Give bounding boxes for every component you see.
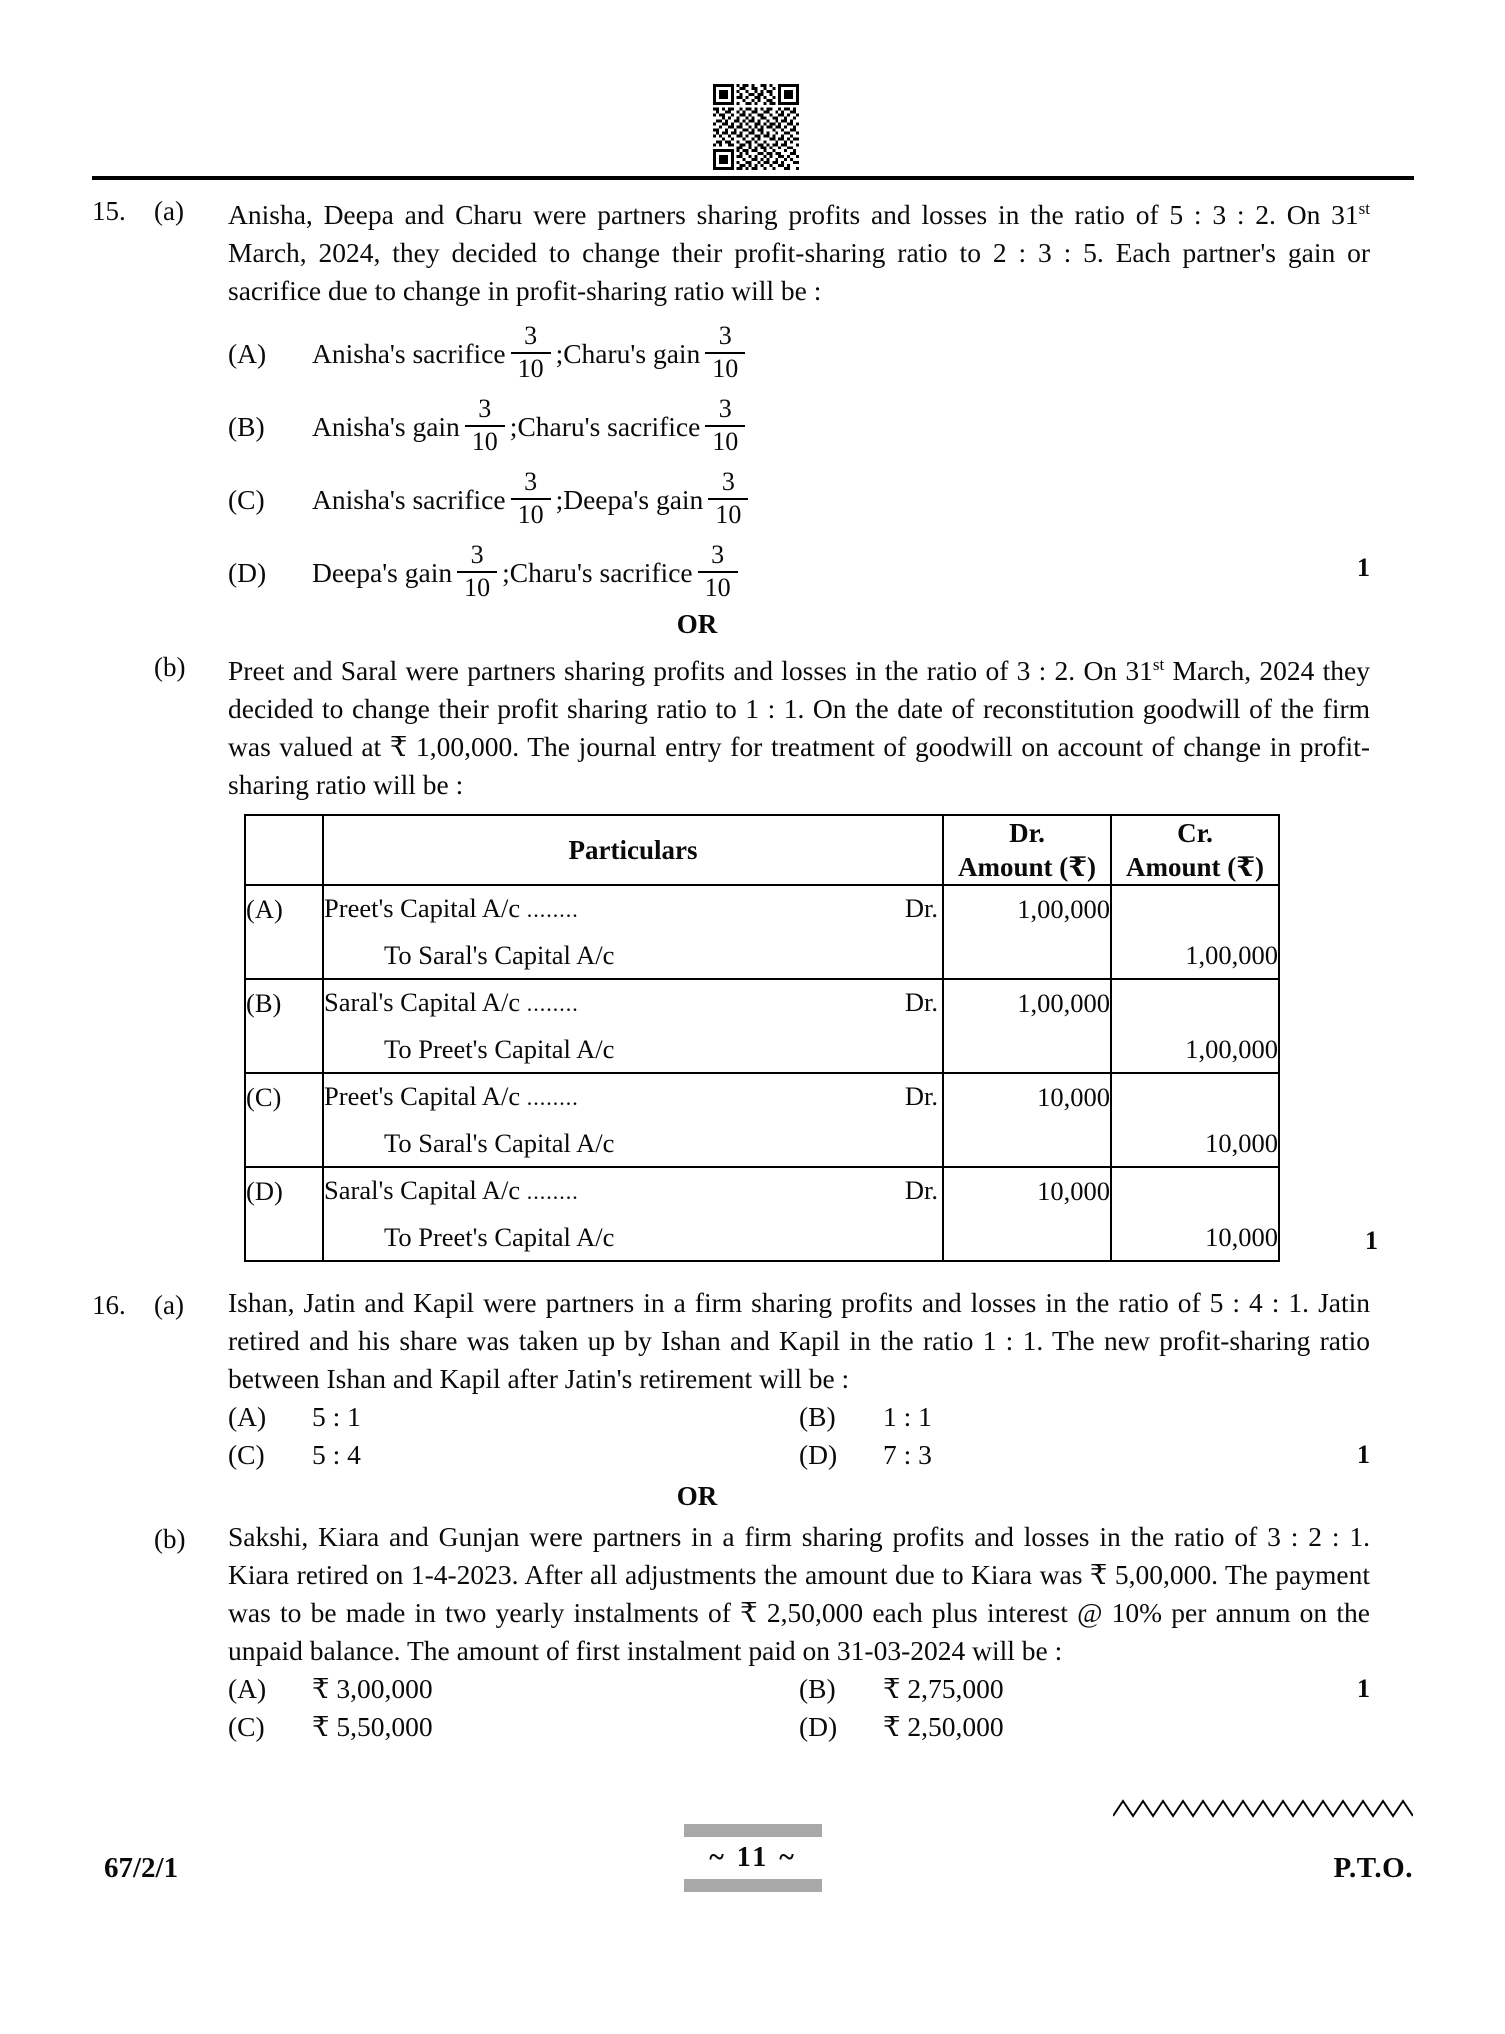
option-separator: ; — [509, 410, 518, 442]
row-debit-amount: 10,000 — [943, 1167, 1111, 1214]
journal-entry-table-wrap — [244, 814, 1378, 1262]
option-label: (D) — [228, 556, 267, 588]
paper-code: 67/2/1 — [104, 1852, 179, 1884]
denominator: 10 — [704, 572, 731, 602]
stem-line: of 3 : 2. On 31st March, 2024 they decided to change their profit — [228, 655, 1370, 725]
option-15a-C[interactable] — [228, 467, 1370, 529]
header-credit-amount — [1111, 815, 1279, 885]
row-debit-particulars — [323, 885, 943, 932]
row-debit-amount: 1,00,000 — [943, 979, 1111, 1026]
option-text: ₹ 2,75,000 — [883, 1673, 1004, 1705]
option-16a-D[interactable] — [799, 1436, 1370, 1474]
marks-16a: 1 — [1357, 1440, 1370, 1470]
denominator: 10 — [517, 499, 544, 529]
option-label: (A) — [228, 1401, 267, 1433]
option-15a-B[interactable] — [228, 394, 1370, 456]
stem-line: goodwill on account of change in profit-sharing ratio will be : — [228, 731, 1370, 801]
row-option-label: (B) — [245, 979, 323, 1026]
stem-line: in the ratio of 5 : 3 : 2. On 31st March, 2024, they decided to change — [228, 199, 1370, 269]
row-debit-amount: 1,00,000 — [943, 885, 1111, 932]
debit-account: Saral's Capital A/c — [324, 1175, 521, 1206]
option-separator: ; — [555, 337, 564, 369]
table-header-row — [245, 815, 1279, 885]
option-text: 5 : 1 — [312, 1401, 361, 1433]
table-row[interactable] — [245, 979, 1279, 1026]
header-cr-line1: Cr. — [1177, 818, 1213, 849]
option-label: (A) — [228, 337, 267, 369]
option-16b-C[interactable] — [228, 1708, 799, 1746]
table-row[interactable] — [245, 885, 1279, 932]
option-label: (C) — [228, 1439, 265, 1471]
option-text-1: Anisha's gain — [312, 410, 460, 442]
row-credit-amount: 10,000 — [1111, 1120, 1279, 1167]
numerator: 3 — [718, 321, 732, 351]
question-16-number: 16. — [92, 1290, 126, 1321]
denominator: 10 — [712, 426, 739, 456]
header-cr-line2: Amount (₹) — [1125, 852, 1265, 883]
stem-line: each plus interest @ 10% per annum on the unpaid balance. The — [228, 1597, 1370, 1667]
spacer — [92, 1518, 154, 1520]
debit-account: Preet's Capital A/c — [324, 1081, 521, 1112]
fraction-1 — [511, 469, 551, 528]
numerator: 3 — [524, 321, 538, 351]
question-15b — [92, 646, 1422, 804]
dots: ........ — [526, 897, 579, 923]
row-option-label: (D) — [245, 1167, 323, 1214]
question-16a-label: (a) — [154, 1290, 184, 1321]
row-debit-particulars — [323, 1167, 943, 1214]
option-text: 5 : 4 — [312, 1439, 361, 1471]
fraction-2 — [705, 396, 745, 455]
dots: ........ — [526, 991, 579, 1017]
credit-account: To Preet's Capital A/c — [384, 1034, 615, 1065]
question-15a — [92, 190, 1422, 602]
denominator: 10 — [712, 353, 739, 383]
fraction-1 — [465, 396, 505, 455]
option-text-1: Anisha's sacrifice — [312, 337, 506, 369]
row-option-blank — [245, 932, 323, 979]
option-text: 1 : 1 — [883, 1401, 932, 1433]
header-rule — [92, 176, 1414, 180]
spacer — [92, 646, 154, 648]
stem-line: all adjustments the amount due to Kiara was ₹ 5,00,000. The — [590, 1559, 1268, 1591]
question-16a — [92, 1284, 1422, 1474]
fraction-2 — [698, 542, 738, 601]
journal-entry-table — [244, 814, 1280, 1262]
page-number: ~ 11 ~ — [709, 1842, 797, 1873]
page-number-box — [684, 1824, 822, 1892]
option-text-2: Deepa's gain — [563, 483, 704, 515]
option-16a-B[interactable] — [799, 1398, 1370, 1436]
dots: ........ — [526, 1179, 579, 1205]
option-15a-D[interactable] — [228, 540, 1370, 602]
stem-line: up by Ishan and Kapil in the ratio 1 : 1. The new profit-sharing ratio — [587, 1325, 1370, 1357]
numerator: 3 — [478, 394, 492, 424]
question-15-number: 15. — [92, 196, 126, 226]
option-separator: ; — [555, 483, 564, 515]
marks-15a: 1 — [1357, 553, 1370, 583]
option-text: ₹ 5,50,000 — [312, 1711, 433, 1743]
row-debit-amount-empty — [943, 1026, 1111, 1073]
page-footer — [0, 1830, 1505, 1930]
option-text-2: Charu's gain — [563, 337, 701, 369]
header-debit-amount — [943, 815, 1111, 885]
option-16a-C[interactable] — [228, 1436, 799, 1474]
table-row[interactable] — [245, 1073, 1279, 1120]
credit-account: To Saral's Capital A/c — [384, 940, 615, 971]
row-option-label: (C) — [245, 1073, 323, 1120]
row-option-blank — [245, 1120, 323, 1167]
row-credit-amount-empty — [1111, 979, 1279, 1026]
credit-account: To Saral's Capital A/c — [384, 1128, 615, 1159]
stem-line: Preet and Saral were partners sharing profits and losses in the ratio — [228, 655, 978, 687]
marks-16b: 1 — [1357, 1674, 1370, 1704]
or-separator-16: OR — [676, 1481, 718, 1512]
row-credit-amount-empty — [1111, 1073, 1279, 1120]
or-separator-15: OR — [676, 609, 718, 640]
question-15b-stem — [228, 646, 1422, 804]
marks-15b: 1 — [1365, 1226, 1378, 1256]
denominator: 10 — [517, 353, 544, 383]
table-row[interactable] — [245, 1026, 1279, 1073]
stem-line: Sakshi, Kiara and Gunjan were partners in a firm sharing profits — [228, 1521, 965, 1553]
question-15a-stem — [228, 190, 1422, 602]
option-text-2: Charu's sacrifice — [509, 556, 693, 588]
option-label: (A) — [228, 1673, 267, 1705]
row-credit-particulars — [323, 1214, 943, 1261]
header-blank — [245, 815, 323, 885]
row-credit-particulars — [323, 932, 943, 979]
option-label: (B) — [799, 1673, 836, 1705]
options-16a — [228, 1398, 1370, 1474]
stem-line: due to change in profit-sharing ratio will be : — [328, 275, 822, 307]
row-credit-amount: 1,00,000 — [1111, 1026, 1279, 1073]
option-label: (B) — [799, 1401, 836, 1433]
option-text-1: Deepa's gain — [312, 556, 453, 588]
row-credit-amount: 10,000 — [1111, 1214, 1279, 1261]
fraction-2 — [708, 469, 748, 528]
numerator: 3 — [524, 467, 538, 497]
table-row[interactable] — [245, 1167, 1279, 1214]
option-15a-A[interactable] — [228, 321, 1370, 383]
question-16b-stem — [228, 1518, 1422, 1746]
row-debit-amount-empty — [943, 1120, 1111, 1167]
row-debit-amount-empty — [943, 932, 1111, 979]
question-16b — [92, 1518, 1422, 1746]
numerator: 3 — [718, 394, 732, 424]
option-separator: ; — [502, 556, 510, 588]
stem-line: Anisha, Deepa and Charu were partners sharing profits and losses — [228, 199, 988, 231]
option-label: (C) — [228, 483, 265, 515]
denominator: 10 — [715, 499, 742, 529]
option-text: 7 : 3 — [883, 1439, 932, 1471]
stem-line: amount of first instalment paid on 31-03-2024 will be : — [456, 1635, 1063, 1667]
options-16b — [228, 1670, 1370, 1746]
row-credit-amount: 1,00,000 — [1111, 932, 1279, 979]
row-credit-amount-empty — [1111, 1167, 1279, 1214]
option-label: (D) — [799, 1439, 838, 1471]
debit-account: Preet's Capital A/c — [324, 893, 521, 924]
row-credit-particulars — [323, 1026, 943, 1073]
row-credit-amount-empty — [1111, 885, 1279, 932]
header-dr-line2: Amount (₹) — [957, 852, 1097, 883]
row-debit-amount-empty — [943, 1214, 1111, 1261]
stem-line: payment was to be made in two yearly instalments of ₹ 2,50,000 — [228, 1559, 1370, 1629]
option-label: (D) — [799, 1711, 838, 1743]
row-debit-particulars — [323, 1073, 943, 1120]
qr-code-icon — [708, 84, 804, 170]
option-label: (B) — [228, 410, 265, 442]
table-row[interactable] — [245, 932, 1279, 979]
dr-tag: Dr. — [904, 893, 938, 924]
row-debit-amount: 10,000 — [943, 1073, 1111, 1120]
stem-line: firm was valued at ₹ 1,00,000. The journal entry for treatment of — [228, 693, 1371, 763]
debit-account: Saral's Capital A/c — [324, 987, 521, 1018]
squiggle-decoration-icon — [1113, 1796, 1413, 1822]
option-text-1: Anisha's sacrifice — [312, 483, 506, 515]
header-dr-line1: Dr. — [1009, 818, 1045, 849]
option-text: ₹ 3,00,000 — [312, 1673, 433, 1705]
question-15b-label: (b) — [154, 652, 186, 683]
option-label: (C) — [228, 1711, 265, 1743]
dots: ........ — [526, 1085, 579, 1111]
dr-tag: Dr. — [904, 1081, 938, 1112]
question-16a-stem — [228, 1284, 1422, 1474]
numerator: 3 — [711, 540, 725, 570]
numerator: 3 — [721, 467, 735, 497]
stem-line: and losses in the ratio of 3 : 2 : 1. Kiara retired on 1-4-2023. After — [228, 1521, 1370, 1591]
credit-account: To Preet's Capital A/c — [384, 1222, 615, 1253]
denominator: 10 — [471, 426, 498, 456]
dr-tag: Dr. — [904, 987, 938, 1018]
option-16b-B[interactable] — [799, 1670, 1370, 1708]
fraction-1 — [457, 542, 497, 601]
page-bar-bottom — [684, 1879, 822, 1892]
table-row[interactable] — [245, 1120, 1279, 1167]
page-bar-top — [684, 1824, 822, 1837]
row-option-blank — [245, 1026, 323, 1073]
pto-label: P.T.O. — [1333, 1852, 1413, 1884]
denominator: 10 — [464, 572, 491, 602]
stem-line: sharing ratio to 1 : 1. On the date of reconstitution goodwill of the — [566, 693, 1315, 725]
fraction-2 — [705, 323, 745, 382]
stem-line: their profit-sharing ratio to 2 : 3 : 5. Each partner's gain or sacrifice — [228, 237, 1370, 307]
table-row[interactable] — [245, 1214, 1279, 1261]
question-16b-label: (b) — [154, 1524, 186, 1555]
numerator: 3 — [470, 540, 484, 570]
option-16b-A[interactable] — [228, 1670, 799, 1708]
fraction-1 — [511, 323, 551, 382]
dr-tag: Dr. — [904, 1175, 938, 1206]
row-debit-particulars — [323, 979, 943, 1026]
question-15a-label: (a) — [154, 196, 184, 226]
question-content — [92, 190, 1422, 1746]
stem-line: between Ishan and Kapil after Jatin's retirement will be : — [228, 1363, 850, 1395]
row-option-label: (A) — [245, 885, 323, 932]
stem-line: Ishan, Jatin and Kapil were partners in a firm sharing profits and — [228, 1287, 962, 1319]
row-credit-particulars — [323, 1120, 943, 1167]
stem-line: losses in the ratio of 5 : 4 : 1. Jatin retired and his share was taken — [228, 1287, 1371, 1357]
header-particulars: Particulars — [323, 815, 943, 885]
option-16a-A[interactable] — [228, 1398, 799, 1436]
row-option-blank — [245, 1214, 323, 1261]
option-text-2: Charu's sacrifice — [517, 410, 701, 442]
option-text: ₹ 2,50,000 — [883, 1711, 1004, 1743]
